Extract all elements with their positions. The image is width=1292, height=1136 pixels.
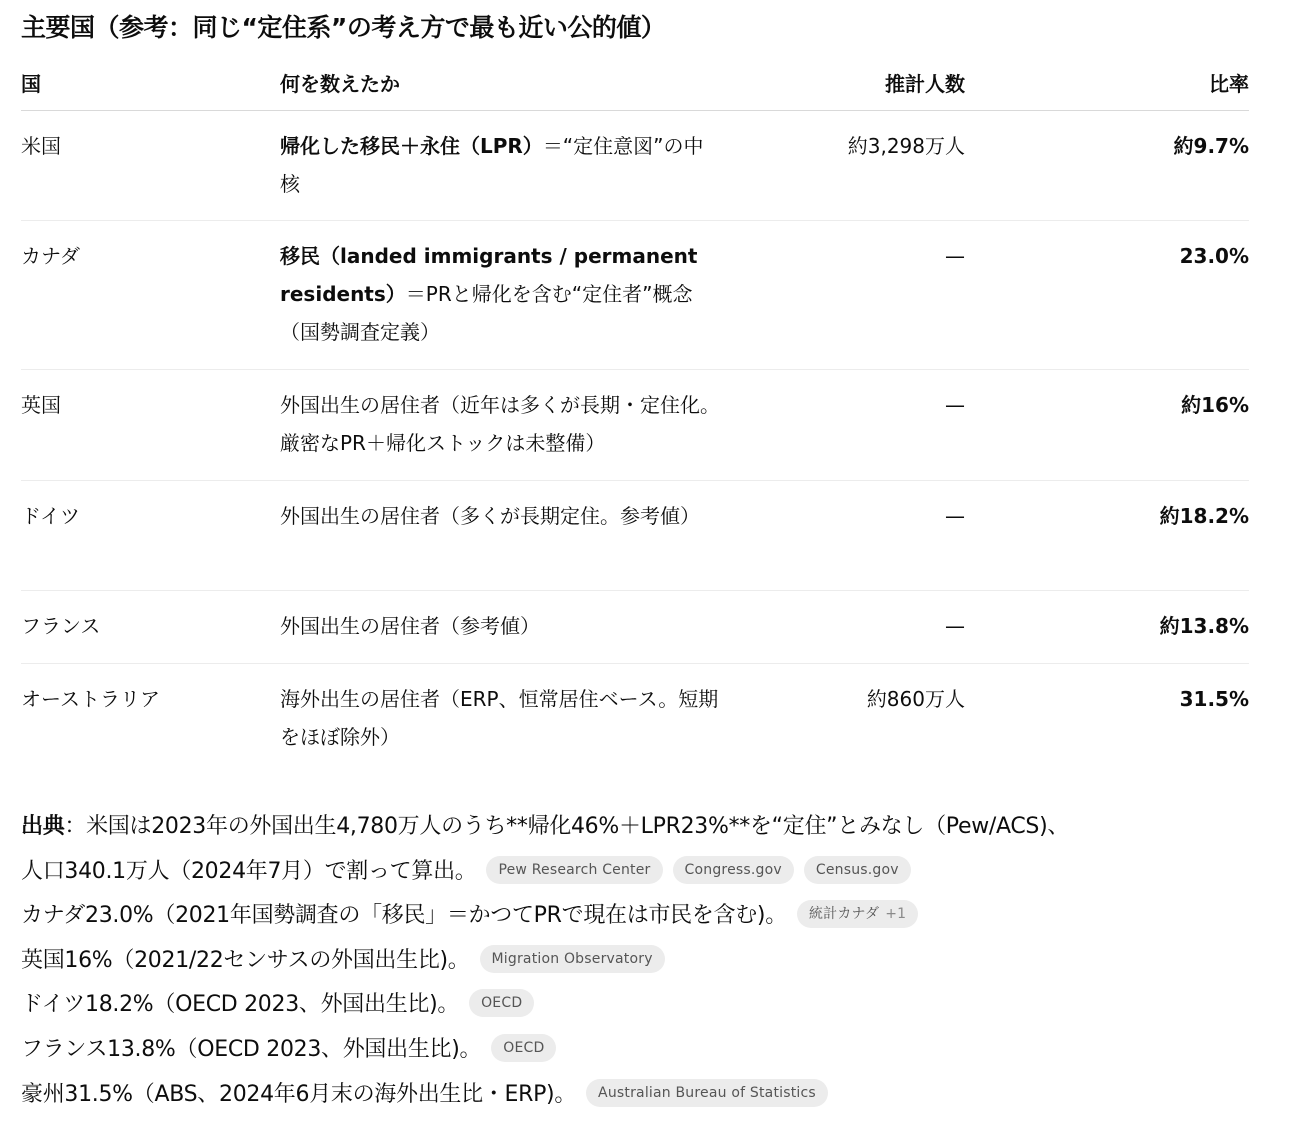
count-cell: 約3,298万人 <box>847 134 965 158</box>
header-rate: 比率 <box>1209 72 1249 96</box>
count-cell: — <box>945 393 965 417</box>
rate-cell: 約9.7% <box>1173 134 1249 158</box>
table-row <box>21 481 1249 591</box>
source-text: 人口340.1万人（2024年7月）で割って算出。 <box>21 858 477 884</box>
citation-chip[interactable] <box>797 900 918 928</box>
sources-label: 出典 <box>21 814 65 839</box>
what-cell <box>280 237 720 351</box>
source-line <box>21 1028 1261 1073</box>
citation-chip[interactable]: OECD <box>491 1034 556 1062</box>
country-cell: 米国 <box>21 134 61 158</box>
country-table <box>21 60 1249 764</box>
what-text: 外国出生の居住者（参考値） <box>280 614 540 638</box>
rate-cell: 約16% <box>1181 393 1249 417</box>
table-header <box>21 60 1249 111</box>
header-country: 国 <box>21 72 41 96</box>
what-emphasis: 帰化した移民＋永住（LPR） <box>280 134 543 158</box>
citation-chip[interactable]: OECD <box>469 989 534 1017</box>
table-row <box>21 591 1249 664</box>
country-cell: 英国 <box>21 393 61 417</box>
section-heading: 主要国（参考：同じ“定住系”の考え方で最も近い公的値） <box>21 13 666 42</box>
source-text: カナダ23.0%（2021年国勢調査の「移民」＝かつてPRで現在は市民を含む)。 <box>21 903 787 929</box>
country-cell: カナダ <box>21 244 80 268</box>
sources-section <box>21 805 1261 1117</box>
rate-cell: 約13.8% <box>1159 614 1249 638</box>
rate-cell: 約18.2% <box>1159 504 1249 528</box>
count-cell: — <box>945 614 965 638</box>
table-row <box>21 370 1249 481</box>
citation-chip[interactable]: Pew Research Center <box>486 856 662 884</box>
what-cell <box>280 386 720 462</box>
header-count: 推計人数 <box>885 72 965 96</box>
source-line <box>21 894 1261 939</box>
source-text: 英国16%（2021/22センサスの外国出生比)。 <box>21 947 470 973</box>
table-row <box>21 221 1249 370</box>
table-row <box>21 664 1249 764</box>
citation-chip-label: 統計カナダ <box>808 906 880 923</box>
source-line <box>21 805 1261 850</box>
citation-chip[interactable]: Congress.gov <box>673 856 794 884</box>
citation-chip[interactable]: Census.gov <box>804 856 911 884</box>
what-text: 外国出生の居住者（多くが長期定住。参考値） <box>280 504 700 528</box>
count-cell: 約860万人 <box>866 687 965 711</box>
source-text: 豪州31.5%（ABS、2024年6月末の海外出生比・ERP)。 <box>21 1081 577 1107</box>
country-cell: フランス <box>21 614 101 638</box>
source-line <box>21 850 1261 895</box>
citation-more-count: +1 <box>885 906 907 923</box>
rate-cell: 31.5% <box>1179 687 1249 711</box>
citation-chip[interactable]: Migration Observatory <box>480 945 665 973</box>
table-row <box>21 111 1249 221</box>
rate-cell: 23.0% <box>1179 244 1249 268</box>
source-text: ：米国は2023年の外国出生4,780万人のうち**帰化46%＋LPR23%**を“定住”とみなし（Pew/ACS)、 <box>64 814 1070 839</box>
what-cell <box>280 680 720 756</box>
header-what: 何を数えたか <box>280 72 400 96</box>
what-cell <box>280 607 720 645</box>
source-text: フランス13.8%（OECD 2023、外国出生比)。 <box>21 1036 482 1062</box>
count-cell: — <box>945 244 965 268</box>
what-text: ＝PRと帰化を含む“定住者”概念（国勢調査定義） <box>280 282 693 344</box>
citation-chip[interactable]: Australian Bureau of Statistics <box>586 1079 828 1107</box>
source-text: ドイツ18.2%（OECD 2023、外国出生比)。 <box>21 992 460 1018</box>
source-line <box>21 939 1261 984</box>
what-cell <box>280 497 720 535</box>
country-cell: ドイツ <box>21 504 80 528</box>
what-cell <box>280 127 720 203</box>
what-emphasis: 移民（landed immigrants / permanent residents） <box>280 244 698 306</box>
what-text: ＝“定住意図”の中核 <box>280 134 704 196</box>
source-line <box>21 1073 1261 1118</box>
source-line <box>21 983 1261 1028</box>
count-cell: — <box>945 504 965 528</box>
what-text: 外国出生の居住者（近年は多くが長期・定住化。厳密なPR＋帰化ストックは未整備） <box>280 393 720 455</box>
what-text: 海外出生の居住者（ERP、恒常居住ベース。短期をほぼ除外） <box>280 687 719 749</box>
country-cell: オーストラリア <box>21 687 160 711</box>
